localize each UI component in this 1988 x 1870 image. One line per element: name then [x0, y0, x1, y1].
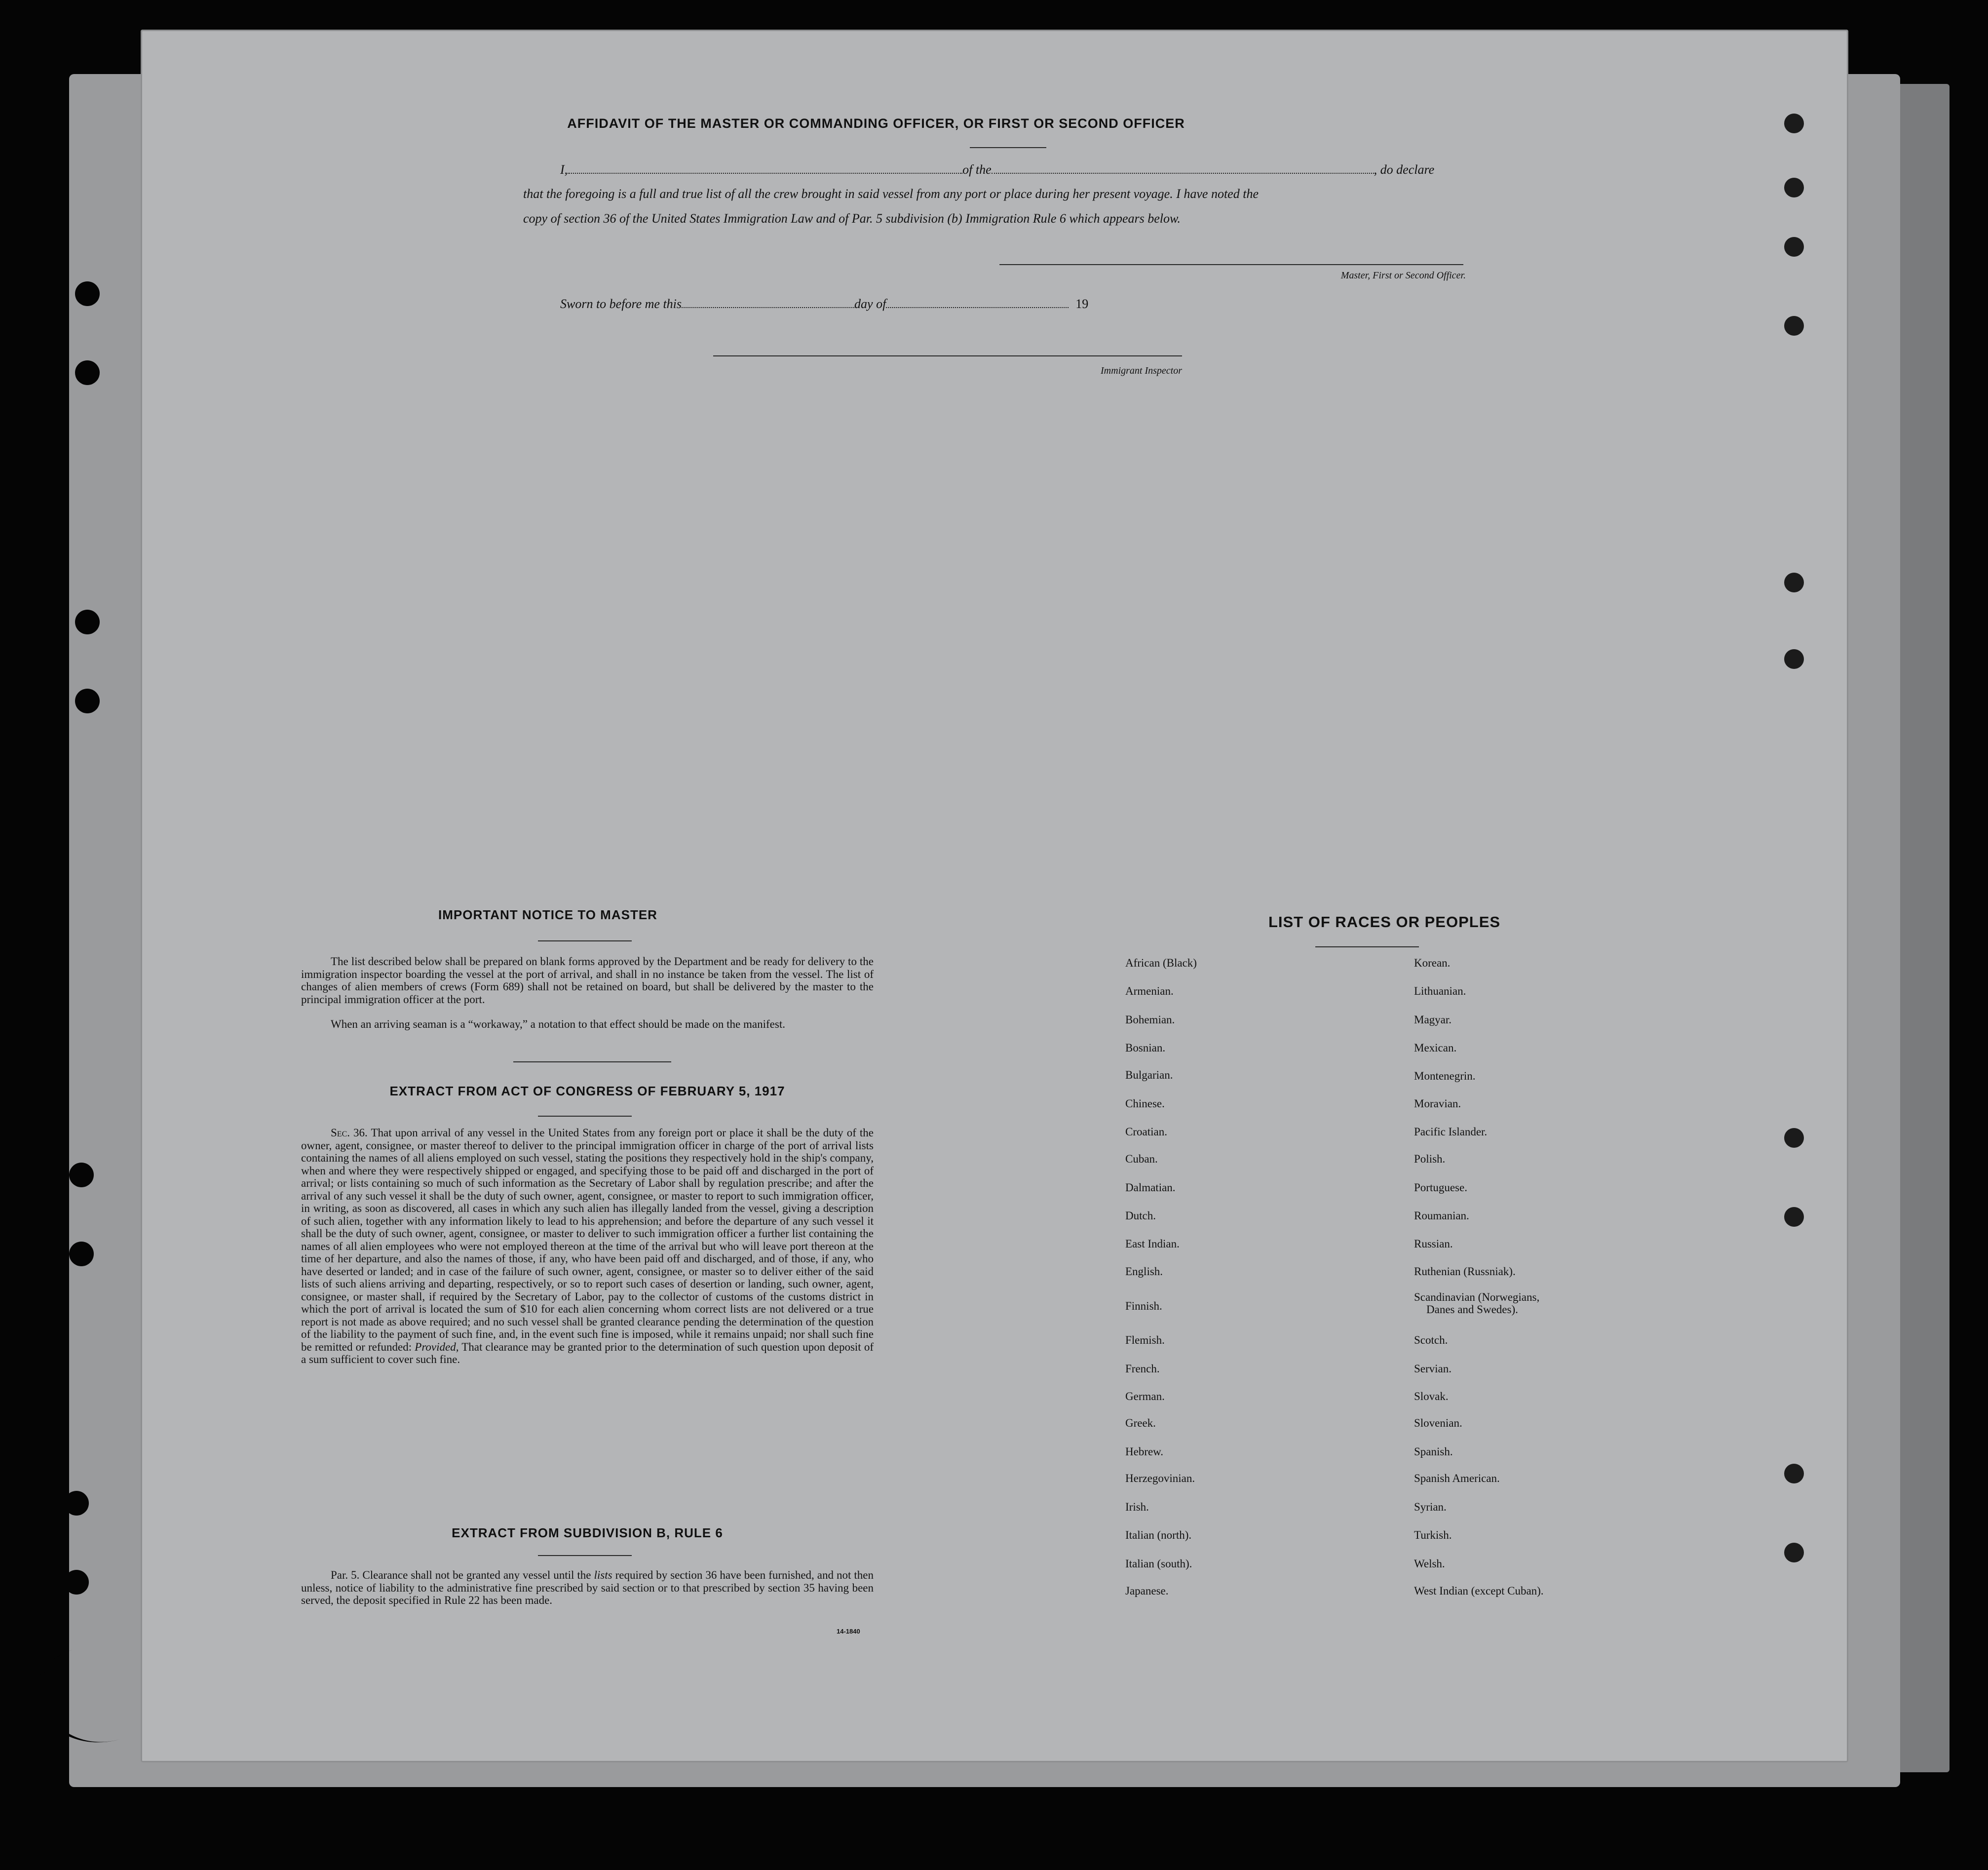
race-item: West Indian (except Cuban). — [1414, 1585, 1544, 1597]
punch-hole — [1784, 649, 1804, 669]
punch-hole — [1784, 1128, 1804, 1148]
inspector-signature-line[interactable] — [713, 355, 1182, 356]
race-item: German. — [1125, 1390, 1165, 1402]
race-item: Bulgarian. — [1125, 1069, 1173, 1081]
race-item: Ruthenian (Russniak). — [1414, 1265, 1516, 1278]
punch-hole — [1784, 573, 1804, 592]
race-item: Armenian. — [1125, 985, 1174, 997]
punch-hole — [75, 689, 100, 713]
race-item: French. — [1125, 1363, 1160, 1375]
notice-text-2: When an arriving seaman is a “workaway,” a notation to that effect should be made on the manifest. — [331, 1018, 785, 1030]
race-item: Roumanian. — [1414, 1209, 1469, 1222]
race-item: Finnish. — [1125, 1300, 1162, 1312]
declare-suffix: , do declare — [1374, 162, 1435, 177]
punch-hole — [75, 610, 100, 634]
race-item: Spanish American. — [1414, 1472, 1500, 1484]
races-title: LIST OF RACES OR PEOPLES — [1268, 913, 1501, 931]
race-item: Bohemian. — [1125, 1013, 1175, 1026]
race-item: African (Black) — [1125, 957, 1197, 969]
master-label: Master, First or Second Officer. — [1340, 270, 1466, 281]
section-text: That upon arrival of any vessel in the United States from any foreign port or place it shall be the duty of the owner, agent, consignee, or master thereof to deliver to the principal immigration officer in charge of the port of arrival lists containing the names of all aliens employed on such vessel, stating the positions they respectively hold in the ship's company, when and where they were respectively shipped or engaged, and specifying those to be paid off and discharged in the port of arrival; or lists containing so much of such information as the Secretary of Labor shall by regulation prescribe; and after the arrival of any such vessel it shall be the duty of such owner, agent, consignee, or master to report to such immigration officer, in writing, as soon as discovered, all cases in which any such alien has illegally landed from the vessel, giving a description of such alien, together with any information likely to lead to his apprehension; and before the departure of any such vessel it shall be the duty of such owner, agent, consignee, or master to deliver to such immigration officer a further list containing the names of all alien employees who were not employed thereon at the time of the arrival but who will leave port thereon at the time of her departure, and also the names of those, if any, who have been paid off and discharged, and of those, if any, who have deserted or landed; and in case of the failure of such owner, agent, consignee, or master so to deliver either of the said lists of such aliens arriving and departing, respectively, or so to report such cases of desertion or landing, such owner, agent, consignee, or master shall, if required by the Secretary of Labor, pay to the collector of customs of the customs district in which the port of arrival is located the sum of $10 for each alien concerning whom correct lists are not delivered or a true report is not made as above required; and no such vessel shall be granted clearance pending the determination of the question of the liability to the payment of such fine, and, in the event such fine is imposed, while it remains unpaid; nor shall such fine be remitted or refunded: — [301, 1127, 874, 1353]
sworn-month-field[interactable] — [886, 296, 1069, 308]
race-item: Magyar. — [1414, 1013, 1452, 1026]
master-signature-line[interactable] — [999, 264, 1463, 265]
divider — [538, 1116, 632, 1117]
punch-hole — [64, 1491, 89, 1516]
punch-hole — [69, 1242, 94, 1266]
race-item: Servian. — [1414, 1363, 1452, 1375]
provided-label: Provided, — [415, 1340, 459, 1353]
sworn-day-label: day of — [854, 297, 886, 311]
race-item: Chinese. — [1125, 1097, 1165, 1110]
section-label: Sec. 36. — [331, 1127, 368, 1139]
affidavit-title: AFFIDAVIT OF THE MASTER OR COMMANDING OFFICER, OR FIRST OR SECOND OFFICER — [567, 116, 1185, 131]
rule-text-a: Par. 5. Clearance shall not be granted any vessel until the — [331, 1569, 591, 1581]
race-item: Dutch. — [1125, 1209, 1156, 1222]
race-item: Moravian. — [1414, 1097, 1461, 1110]
race-item: Irish. — [1125, 1501, 1149, 1513]
race-item: Cuban. — [1125, 1153, 1158, 1165]
race-item: Scandinavian (Norwegians, — [1414, 1291, 1540, 1303]
sworn-line — [560, 296, 1251, 312]
notice-paragraph-1 — [301, 955, 874, 1006]
race-item: Lithuanian. — [1414, 985, 1466, 997]
declaration-line-2: that the foregoing is a full and true list of all the crew brought in said vessel from any port or place during her present voyage. I have noted the — [523, 187, 1259, 201]
race-item: English. — [1125, 1265, 1163, 1278]
race-item: Herzegovinian. — [1125, 1472, 1195, 1484]
notice-paragraph-2 — [301, 1018, 874, 1031]
race-item: Slovak. — [1414, 1390, 1449, 1402]
divider — [970, 147, 1046, 148]
divider — [1315, 946, 1419, 947]
race-item: Italian (south). — [1125, 1558, 1192, 1570]
form-number: 14-1840 — [837, 1628, 860, 1635]
rule-text-b: required by section 36 have been furnished, and not then unless, notice of liability to the administrative fine prescribed by said section or to that prescribed by section 35 having been served, the deposit specified in Rule 22 has been made. — [301, 1569, 874, 1606]
vessel-field[interactable] — [992, 162, 1374, 174]
race-item: Pacific Islander. — [1414, 1126, 1488, 1138]
race-item: East Indian. — [1125, 1238, 1180, 1250]
punch-hole — [1784, 114, 1804, 133]
race-item: Italian (north). — [1125, 1529, 1192, 1541]
act-section-36 — [301, 1127, 874, 1366]
race-item: Portuguese. — [1414, 1181, 1467, 1194]
race-item: Turkish. — [1414, 1529, 1452, 1541]
divider — [538, 1555, 632, 1556]
rule-paragraph — [301, 1569, 874, 1607]
race-item: Greek. — [1125, 1417, 1156, 1429]
race-item: Scotch. — [1414, 1334, 1448, 1346]
punch-hole — [1784, 316, 1804, 336]
sworn-prefix: Sworn to before me this — [560, 297, 682, 311]
race-item: Welsh. — [1414, 1558, 1445, 1570]
act-title: EXTRACT FROM ACT OF CONGRESS OF FEBRUARY 5, 1917 — [389, 1084, 785, 1098]
punch-hole — [69, 1163, 94, 1187]
punch-hole — [75, 281, 100, 306]
race-item: Polish. — [1414, 1153, 1446, 1165]
race-item: Hebrew. — [1125, 1445, 1164, 1458]
inspector-label: Immigrant Inspector — [1101, 365, 1182, 376]
divider — [538, 940, 632, 941]
divider — [513, 1061, 671, 1062]
rule-title: EXTRACT FROM SUBDIVISION B, RULE 6 — [452, 1525, 723, 1540]
notice-title: IMPORTANT NOTICE TO MASTER — [438, 907, 657, 922]
declaration-line-1 — [560, 162, 1611, 177]
race-item: Dalmatian. — [1125, 1181, 1176, 1194]
name-field[interactable] — [568, 162, 962, 174]
race-item: Flemish. — [1125, 1334, 1165, 1346]
race-item: Bosnian. — [1125, 1042, 1166, 1054]
race-item: Danes and Swedes). — [1426, 1303, 1518, 1316]
rule-lists: lists — [594, 1569, 612, 1581]
race-item: Croatian. — [1125, 1126, 1167, 1138]
document-page — [141, 30, 1848, 1762]
race-item: Japanese. — [1125, 1585, 1169, 1597]
race-item: Mexican. — [1414, 1042, 1457, 1054]
race-item: Slovenian. — [1414, 1417, 1462, 1429]
vessel-prefix: of the — [962, 162, 992, 177]
sworn-year: 19 — [1075, 297, 1089, 311]
punch-hole — [1784, 178, 1804, 197]
punch-hole — [1784, 1543, 1804, 1562]
race-item: Korean. — [1414, 957, 1451, 969]
punch-hole — [1784, 1207, 1804, 1227]
declaration-line-3: copy of section 36 of the United States Immigration Law and of Par. 5 subdivision (b) Immigration Rule 6 which appears below. — [523, 211, 1181, 226]
punch-hole — [1784, 237, 1804, 257]
race-item: Russian. — [1414, 1238, 1453, 1250]
notice-text-1: The list described below shall be prepared on blank forms approved by the Department and be ready for delivery to the immigration inspector boarding the vessel at the port of arrival, and shall in no instance be taken from the vessel. The list of changes of alien members of crews (Form 689) shall not be retained on board, but shall be delivered by the master to the principal immigration officer at the port. — [301, 955, 874, 1006]
declarant-prefix: I, — [560, 162, 568, 177]
race-item: Montenegrin. — [1414, 1070, 1476, 1082]
sworn-day-field[interactable] — [682, 296, 854, 308]
race-item: Syrian. — [1414, 1501, 1447, 1513]
punch-hole — [64, 1570, 89, 1595]
punch-hole — [75, 360, 100, 385]
punch-hole — [1784, 1464, 1804, 1483]
section-text-end: That clearance may be granted prior to the determination of such question upon deposit of a sum sufficient to cover such fine. — [301, 1340, 874, 1365]
race-item: Spanish. — [1414, 1445, 1453, 1458]
